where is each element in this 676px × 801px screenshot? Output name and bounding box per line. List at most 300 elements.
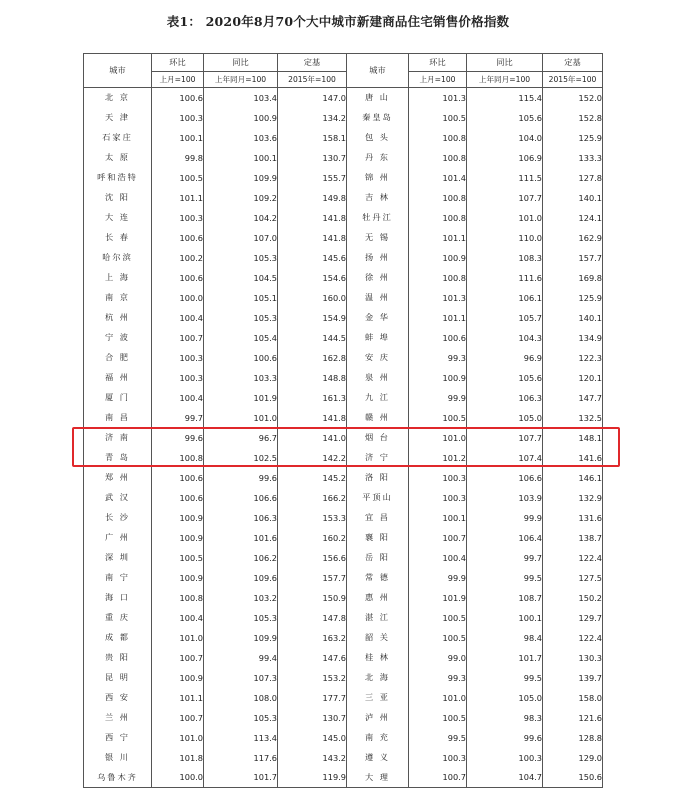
city-cell-right: 大 理 — [347, 768, 409, 788]
yoy-header-right: 同比 — [467, 54, 543, 72]
fixed-cell-left: 153.2 — [278, 668, 347, 688]
city-cell-right: 泸 州 — [347, 708, 409, 728]
table-row — [84, 588, 603, 608]
fixed-cell-right: 150.2 — [543, 588, 603, 608]
mom-cell-right: 101.4 — [409, 168, 467, 188]
yoy-cell-right: 111.5 — [467, 168, 543, 188]
city-cell-left: 宁 波 — [84, 328, 152, 348]
fixed-cell-right: 138.7 — [543, 528, 603, 548]
mom-cell-left: 100.9 — [152, 568, 204, 588]
mom-cell-left: 100.9 — [152, 508, 204, 528]
fixed-cell-right: 130.3 — [543, 648, 603, 668]
yoy-cell-left: 99.4 — [204, 648, 278, 668]
yoy-header-left: 同比 — [204, 54, 278, 72]
fixed-cell-left: 144.5 — [278, 328, 347, 348]
fixed-cell-right: 132.5 — [543, 408, 603, 428]
fixed-cell-left: 163.2 — [278, 628, 347, 648]
fixed-cell-right: 125.9 — [543, 288, 603, 308]
fixed-cell-left: 147.0 — [278, 88, 347, 108]
mom-cell-right: 100.5 — [409, 108, 467, 128]
mom-cell-left: 100.6 — [152, 88, 204, 108]
city-cell-right: 锦 州 — [347, 168, 409, 188]
table-row — [84, 568, 603, 588]
yoy-cell-right: 101.7 — [467, 648, 543, 668]
mom-cell-left: 101.1 — [152, 188, 204, 208]
table-row — [84, 248, 603, 268]
fixed-cell-left: 147.8 — [278, 608, 347, 628]
yoy-cell-left: 100.6 — [204, 348, 278, 368]
fixed-cell-left: 145.0 — [278, 728, 347, 748]
yoy-cell-right: 104.0 — [467, 128, 543, 148]
fixed-cell-right: 124.1 — [543, 208, 603, 228]
mom-cell-left: 100.3 — [152, 368, 204, 388]
fixed-cell-right: 131.6 — [543, 508, 603, 528]
yoy-cell-right: 105.7 — [467, 308, 543, 328]
mom-cell-left: 100.9 — [152, 528, 204, 548]
city-header-left: 城市 — [84, 54, 152, 88]
fixed-cell-right: 133.3 — [543, 148, 603, 168]
city-cell-left: 兰 州 — [84, 708, 152, 728]
yoy-cell-left: 103.3 — [204, 368, 278, 388]
fixed-cell-left: 143.2 — [278, 748, 347, 768]
yoy-cell-right: 104.7 — [467, 768, 543, 788]
city-cell-left: 济 南 — [84, 428, 152, 448]
yoy-cell-left: 103.6 — [204, 128, 278, 148]
table-row — [84, 548, 603, 568]
fixed-cell-left: 177.7 — [278, 688, 347, 708]
fixed-cell-right: 152.8 — [543, 108, 603, 128]
city-cell-left: 银 川 — [84, 748, 152, 768]
mom-cell-left: 100.6 — [152, 268, 204, 288]
yoy-cell-right: 105.6 — [467, 368, 543, 388]
city-cell-left: 福 州 — [84, 368, 152, 388]
mom-cell-right: 100.9 — [409, 368, 467, 388]
city-cell-left: 呼和浩特 — [84, 168, 152, 188]
yoy-cell-left: 104.2 — [204, 208, 278, 228]
fixed-cell-right: 127.8 — [543, 168, 603, 188]
yoy-cell-right: 96.9 — [467, 348, 543, 368]
city-cell-right: 九 江 — [347, 388, 409, 408]
mom-cell-left: 100.7 — [152, 328, 204, 348]
mom-cell-right: 100.7 — [409, 528, 467, 548]
yoy-cell-left: 107.3 — [204, 668, 278, 688]
city-cell-right: 赣 州 — [347, 408, 409, 428]
city-cell-right: 三 亚 — [347, 688, 409, 708]
table-row — [84, 748, 603, 768]
fixed-cell-right: 128.8 — [543, 728, 603, 748]
city-header-right: 城市 — [347, 54, 409, 88]
yoy-cell-right: 105.0 — [467, 688, 543, 708]
mom-cell-left: 100.7 — [152, 648, 204, 668]
fixed-cell-right: 125.9 — [543, 128, 603, 148]
yoy-cell-right: 108.3 — [467, 248, 543, 268]
fixed-cell-left: 154.9 — [278, 308, 347, 328]
mom-cell-right: 100.5 — [409, 628, 467, 648]
yoy-cell-right: 99.5 — [467, 668, 543, 688]
fixed-cell-left: 130.7 — [278, 708, 347, 728]
table-row — [84, 268, 603, 288]
mom-cell-left: 100.4 — [152, 608, 204, 628]
yoy-cell-left: 109.9 — [204, 168, 278, 188]
mom-cell-right: 101.9 — [409, 588, 467, 608]
price-index-table — [83, 53, 603, 788]
mom-cell-left: 100.5 — [152, 168, 204, 188]
table-row — [84, 508, 603, 528]
fixed-base-right: 2015年=100 — [543, 72, 603, 88]
city-cell-right: 烟 台 — [347, 428, 409, 448]
mom-cell-left: 100.5 — [152, 548, 204, 568]
table-row — [84, 228, 603, 248]
yoy-cell-right: 106.4 — [467, 528, 543, 548]
city-cell-right: 遵 义 — [347, 748, 409, 768]
yoy-cell-right: 104.3 — [467, 328, 543, 348]
table-row — [84, 488, 603, 508]
table-row — [84, 88, 603, 108]
mom-cell-right: 100.3 — [409, 468, 467, 488]
city-cell-left: 长 沙 — [84, 508, 152, 528]
mom-cell-right: 100.5 — [409, 408, 467, 428]
yoy-cell-left: 106.3 — [204, 508, 278, 528]
fixed-cell-right: 134.9 — [543, 328, 603, 348]
fixed-cell-right: 162.9 — [543, 228, 603, 248]
city-cell-left: 合 肥 — [84, 348, 152, 368]
table-row — [84, 468, 603, 488]
fixed-cell-right: 122.4 — [543, 548, 603, 568]
table-row — [84, 408, 603, 428]
yoy-cell-left: 107.0 — [204, 228, 278, 248]
city-cell-right: 秦皇岛 — [347, 108, 409, 128]
city-cell-left: 武 汉 — [84, 488, 152, 508]
city-cell-right: 平顶山 — [347, 488, 409, 508]
fixed-cell-right: 120.1 — [543, 368, 603, 388]
yoy-cell-right: 106.1 — [467, 288, 543, 308]
table-row — [84, 428, 603, 448]
city-cell-right: 北 海 — [347, 668, 409, 688]
yoy-cell-right: 100.3 — [467, 748, 543, 768]
fixed-cell-left: 119.9 — [278, 768, 347, 788]
city-cell-left: 上 海 — [84, 268, 152, 288]
mom-cell-right: 100.5 — [409, 708, 467, 728]
table-row — [84, 688, 603, 708]
yoy-cell-left: 105.3 — [204, 708, 278, 728]
mom-cell-right: 99.9 — [409, 568, 467, 588]
yoy-cell-left: 109.2 — [204, 188, 278, 208]
table-row — [84, 628, 603, 648]
fixed-base-left: 2015年=100 — [278, 72, 347, 88]
table-row — [84, 188, 603, 208]
city-cell-right: 扬 州 — [347, 248, 409, 268]
fixed-cell-left: 141.0 — [278, 428, 347, 448]
yoy-cell-right: 99.5 — [467, 568, 543, 588]
fixed-cell-left: 134.2 — [278, 108, 347, 128]
mom-cell-right: 100.8 — [409, 128, 467, 148]
mom-cell-right: 100.7 — [409, 768, 467, 788]
yoy-cell-left: 113.4 — [204, 728, 278, 748]
city-cell-left: 西 宁 — [84, 728, 152, 748]
mom-cell-right: 99.3 — [409, 348, 467, 368]
fixed-cell-left: 145.6 — [278, 248, 347, 268]
mom-cell-right: 100.3 — [409, 748, 467, 768]
mom-cell-left: 100.4 — [152, 388, 204, 408]
city-cell-right: 襄 阳 — [347, 528, 409, 548]
mom-cell-right: 101.1 — [409, 228, 467, 248]
mom-cell-right: 100.3 — [409, 488, 467, 508]
table-row — [84, 388, 603, 408]
yoy-cell-right: 106.9 — [467, 148, 543, 168]
fixed-cell-left: 130.7 — [278, 148, 347, 168]
yoy-cell-right: 110.0 — [467, 228, 543, 248]
city-cell-left: 青 岛 — [84, 448, 152, 468]
table-row — [84, 108, 603, 128]
mom-cell-left: 100.2 — [152, 248, 204, 268]
fixed-header-right: 定基 — [543, 54, 603, 72]
yoy-cell-right: 115.4 — [467, 88, 543, 108]
city-cell-left: 大 连 — [84, 208, 152, 228]
city-cell-right: 宜 昌 — [347, 508, 409, 528]
yoy-base-left: 上年同月=100 — [204, 72, 278, 88]
mom-cell-left: 99.6 — [152, 428, 204, 448]
fixed-cell-right: 150.6 — [543, 768, 603, 788]
city-cell-right: 蚌 埠 — [347, 328, 409, 348]
yoy-cell-left: 103.4 — [204, 88, 278, 108]
city-cell-left: 昆 明 — [84, 668, 152, 688]
mom-header-right: 环比 — [409, 54, 467, 72]
table-row — [84, 708, 603, 728]
table-row — [84, 448, 603, 468]
mom-cell-right: 99.3 — [409, 668, 467, 688]
yoy-cell-right: 111.6 — [467, 268, 543, 288]
mom-cell-left: 101.0 — [152, 728, 204, 748]
yoy-cell-right: 108.7 — [467, 588, 543, 608]
fixed-cell-left: 149.8 — [278, 188, 347, 208]
yoy-cell-left: 100.9 — [204, 108, 278, 128]
fixed-cell-right: 152.0 — [543, 88, 603, 108]
yoy-cell-right: 100.1 — [467, 608, 543, 628]
mom-cell-left: 100.9 — [152, 668, 204, 688]
city-cell-right: 韶 关 — [347, 628, 409, 648]
city-cell-left: 南 昌 — [84, 408, 152, 428]
mom-cell-left: 100.6 — [152, 228, 204, 248]
fixed-cell-right: 122.3 — [543, 348, 603, 368]
yoy-cell-right: 105.0 — [467, 408, 543, 428]
fixed-cell-left: 150.9 — [278, 588, 347, 608]
yoy-cell-left: 100.1 — [204, 148, 278, 168]
mom-cell-right: 100.8 — [409, 208, 467, 228]
fixed-cell-left: 141.8 — [278, 208, 347, 228]
yoy-cell-right: 106.3 — [467, 388, 543, 408]
fixed-cell-left: 153.3 — [278, 508, 347, 528]
yoy-cell-right: 101.0 — [467, 208, 543, 228]
city-cell-right: 牡丹江 — [347, 208, 409, 228]
yoy-cell-left: 104.5 — [204, 268, 278, 288]
mom-cell-left: 101.8 — [152, 748, 204, 768]
mom-cell-right: 100.8 — [409, 148, 467, 168]
city-cell-right: 济 宁 — [347, 448, 409, 468]
mom-cell-right: 101.3 — [409, 288, 467, 308]
fixed-cell-left: 145.2 — [278, 468, 347, 488]
yoy-cell-left: 106.2 — [204, 548, 278, 568]
fixed-cell-right: 157.7 — [543, 248, 603, 268]
fixed-cell-left: 161.3 — [278, 388, 347, 408]
city-cell-left: 长 春 — [84, 228, 152, 248]
fixed-cell-left: 142.2 — [278, 448, 347, 468]
yoy-cell-left: 105.3 — [204, 608, 278, 628]
yoy-cell-left: 99.6 — [204, 468, 278, 488]
yoy-cell-right: 106.6 — [467, 468, 543, 488]
city-cell-left: 天 津 — [84, 108, 152, 128]
yoy-cell-right: 98.3 — [467, 708, 543, 728]
fixed-cell-right: 141.6 — [543, 448, 603, 468]
city-cell-left: 郑 州 — [84, 468, 152, 488]
fixed-cell-right: 139.7 — [543, 668, 603, 688]
yoy-cell-right: 103.9 — [467, 488, 543, 508]
table-row — [84, 668, 603, 688]
city-cell-left: 哈尔滨 — [84, 248, 152, 268]
fixed-cell-left: 154.6 — [278, 268, 347, 288]
mom-base-left: 上月=100 — [152, 72, 204, 88]
table-row — [84, 368, 603, 388]
city-cell-right: 丹 东 — [347, 148, 409, 168]
mom-cell-left: 99.8 — [152, 148, 204, 168]
mom-cell-right: 99.9 — [409, 388, 467, 408]
mom-cell-right: 101.1 — [409, 308, 467, 328]
city-cell-left: 沈 阳 — [84, 188, 152, 208]
city-cell-left: 贵 阳 — [84, 648, 152, 668]
mom-cell-left: 100.6 — [152, 488, 204, 508]
mom-cell-left: 100.3 — [152, 208, 204, 228]
mom-cell-right: 101.3 — [409, 88, 467, 108]
yoy-cell-left: 103.2 — [204, 588, 278, 608]
fixed-cell-left: 147.6 — [278, 648, 347, 668]
fixed-cell-left: 158.1 — [278, 128, 347, 148]
mom-cell-left: 100.0 — [152, 768, 204, 788]
city-cell-left: 北 京 — [84, 88, 152, 108]
city-cell-right: 泉 州 — [347, 368, 409, 388]
mom-cell-right: 99.5 — [409, 728, 467, 748]
mom-cell-left: 100.4 — [152, 308, 204, 328]
table-row — [84, 328, 603, 348]
table-row — [84, 768, 603, 788]
yoy-cell-right: 107.7 — [467, 428, 543, 448]
yoy-cell-left: 102.5 — [204, 448, 278, 468]
city-cell-right: 徐 州 — [347, 268, 409, 288]
yoy-cell-left: 105.3 — [204, 308, 278, 328]
fixed-cell-right: 122.4 — [543, 628, 603, 648]
city-cell-right: 洛 阳 — [347, 468, 409, 488]
city-cell-right: 金 华 — [347, 308, 409, 328]
mom-cell-left: 100.6 — [152, 468, 204, 488]
mom-base-right: 上月=100 — [409, 72, 467, 88]
mom-cell-right: 100.8 — [409, 268, 467, 288]
yoy-cell-left: 101.7 — [204, 768, 278, 788]
mom-cell-left: 101.1 — [152, 688, 204, 708]
yoy-cell-right: 98.4 — [467, 628, 543, 648]
yoy-cell-left: 109.6 — [204, 568, 278, 588]
city-cell-right: 温 州 — [347, 288, 409, 308]
yoy-cell-right: 99.6 — [467, 728, 543, 748]
mom-cell-left: 100.8 — [152, 448, 204, 468]
table-row — [84, 348, 603, 368]
yoy-cell-left: 106.6 — [204, 488, 278, 508]
table-row — [84, 308, 603, 328]
table-row — [84, 728, 603, 748]
fixed-cell-right: 129.0 — [543, 748, 603, 768]
city-cell-right: 岳 阳 — [347, 548, 409, 568]
city-cell-right: 包 头 — [347, 128, 409, 148]
fixed-header-left: 定基 — [278, 54, 347, 72]
mom-cell-right: 99.0 — [409, 648, 467, 668]
city-cell-left: 西 安 — [84, 688, 152, 708]
fixed-cell-left: 166.2 — [278, 488, 347, 508]
yoy-cell-left: 101.9 — [204, 388, 278, 408]
mom-cell-left: 100.1 — [152, 128, 204, 148]
yoy-cell-left: 96.7 — [204, 428, 278, 448]
yoy-cell-left: 101.0 — [204, 408, 278, 428]
city-cell-left: 南 京 — [84, 288, 152, 308]
yoy-cell-right: 107.7 — [467, 188, 543, 208]
city-cell-right: 唐 山 — [347, 88, 409, 108]
city-cell-left: 成 都 — [84, 628, 152, 648]
city-cell-left: 南 宁 — [84, 568, 152, 588]
yoy-cell-left: 101.6 — [204, 528, 278, 548]
yoy-cell-right: 105.6 — [467, 108, 543, 128]
mom-cell-left: 100.3 — [152, 108, 204, 128]
city-cell-left: 深 圳 — [84, 548, 152, 568]
yoy-base-right: 上年同月=100 — [467, 72, 543, 88]
mom-header-left: 环比 — [152, 54, 204, 72]
fixed-cell-left: 155.7 — [278, 168, 347, 188]
fixed-cell-right: 148.1 — [543, 428, 603, 448]
fixed-cell-left: 157.7 — [278, 568, 347, 588]
fixed-cell-right: 140.1 — [543, 308, 603, 328]
table-row — [84, 648, 603, 668]
mom-cell-right: 100.8 — [409, 188, 467, 208]
mom-cell-right: 101.0 — [409, 428, 467, 448]
city-cell-right: 安 庆 — [347, 348, 409, 368]
mom-cell-right: 101.2 — [409, 448, 467, 468]
fixed-cell-left: 160.0 — [278, 288, 347, 308]
city-cell-right: 南 充 — [347, 728, 409, 748]
yoy-cell-left: 105.3 — [204, 248, 278, 268]
fixed-cell-right: 129.7 — [543, 608, 603, 628]
fixed-cell-right: 127.5 — [543, 568, 603, 588]
mom-cell-right: 101.0 — [409, 688, 467, 708]
mom-cell-right: 100.6 — [409, 328, 467, 348]
table-title: 表1： 2020年8月70个大中城市新建商品住宅销售价格指数 — [166, 14, 510, 29]
mom-cell-left: 101.0 — [152, 628, 204, 648]
city-cell-left: 乌鲁木齐 — [84, 768, 152, 788]
city-cell-right: 常 德 — [347, 568, 409, 588]
mom-cell-left: 99.7 — [152, 408, 204, 428]
fixed-cell-right: 140.1 — [543, 188, 603, 208]
fixed-cell-left: 141.8 — [278, 228, 347, 248]
fixed-cell-left: 156.6 — [278, 548, 347, 568]
fixed-cell-right: 169.8 — [543, 268, 603, 288]
yoy-cell-right: 99.9 — [467, 508, 543, 528]
table-row — [84, 528, 603, 548]
yoy-cell-right: 99.7 — [467, 548, 543, 568]
table-body — [84, 88, 603, 788]
fixed-cell-right: 121.6 — [543, 708, 603, 728]
mom-cell-right: 100.9 — [409, 248, 467, 268]
city-cell-left: 石家庄 — [84, 128, 152, 148]
table-row — [84, 288, 603, 308]
city-cell-left: 杭 州 — [84, 308, 152, 328]
fixed-cell-left: 141.8 — [278, 408, 347, 428]
fixed-cell-right: 147.7 — [543, 388, 603, 408]
city-cell-right: 吉 林 — [347, 188, 409, 208]
mom-cell-right: 100.5 — [409, 608, 467, 628]
